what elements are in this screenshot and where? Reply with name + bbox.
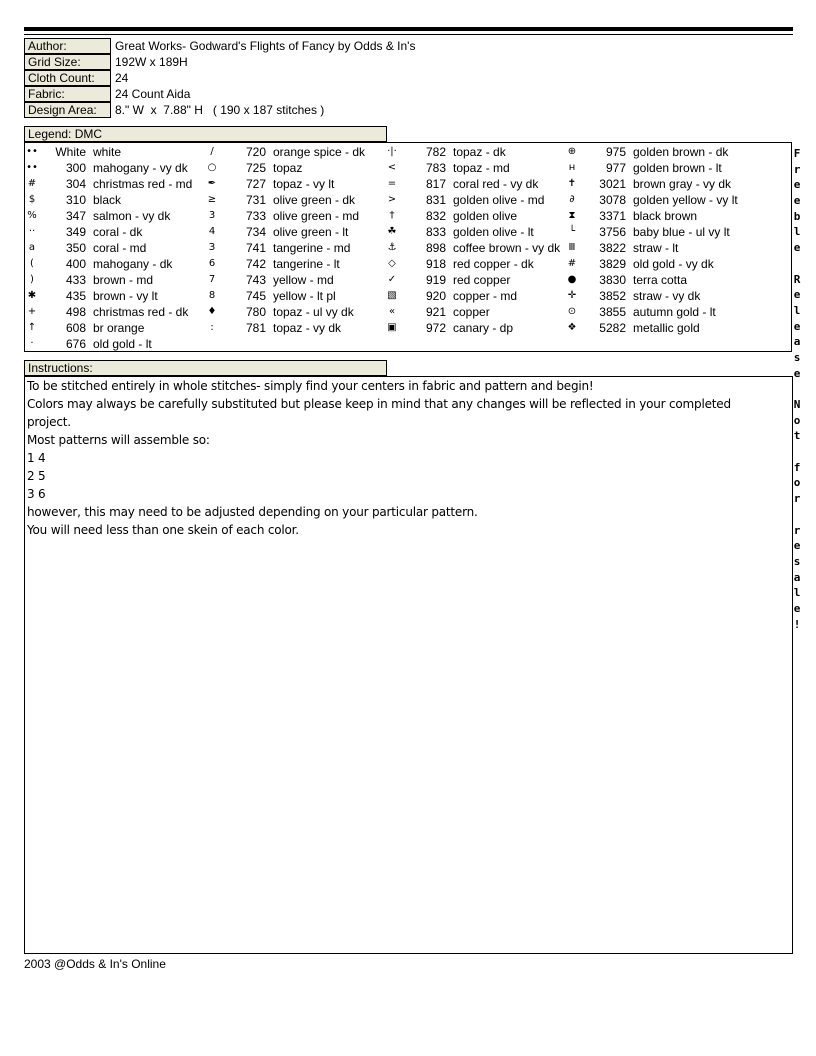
stitch-symbol-icon: #	[567, 258, 577, 269]
stitch-symbol-icon: ⊙	[567, 306, 577, 317]
dmc-code: 745	[245, 289, 266, 303]
dmc-code: 608	[65, 321, 86, 335]
color-name: golden olive - md	[453, 193, 545, 207]
stitch-symbol-icon: :	[210, 322, 214, 333]
color-name: coral - md	[93, 241, 147, 255]
stitch-symbol-icon: ••	[26, 162, 38, 173]
color-name: coffee brown - vy dk	[453, 241, 561, 255]
dmc-code: 300	[65, 161, 86, 175]
watermark-char	[792, 256, 802, 272]
dmc-code: 433	[65, 273, 86, 287]
dmc-code: 733	[245, 209, 266, 223]
stitch-symbol-icon: ✝	[567, 178, 577, 189]
stitch-symbol-icon: )	[30, 274, 34, 285]
info-value: 24 Count Aida	[115, 87, 191, 101]
legend-title: Legend: DMC	[24, 126, 387, 142]
watermark-char: f	[793, 460, 801, 474]
dmc-code: 725	[245, 161, 266, 175]
dmc-code: 919	[425, 273, 446, 287]
color-name: topaz - vy lt	[273, 177, 335, 191]
info-label: Cloth Count:	[24, 70, 111, 86]
stitch-symbol-icon: ✱	[27, 290, 37, 301]
dmc-code: 972	[425, 321, 446, 335]
color-name: golden brown - dk	[633, 145, 729, 159]
dmc-code: 783	[425, 161, 446, 175]
watermark-char: R	[793, 272, 801, 286]
stitch-symbol-icon: ⊕	[567, 146, 577, 157]
color-name: topaz - md	[453, 161, 510, 175]
watermark-char: a	[793, 570, 801, 584]
watermark-char: e	[793, 539, 801, 553]
color-name: olive green - lt	[273, 225, 349, 239]
dmc-code: 898	[425, 241, 446, 255]
color-name: straw - vy dk	[633, 289, 701, 303]
info-label: Design Area:	[24, 102, 111, 118]
color-name: tangerine - lt	[273, 257, 340, 271]
watermark-char	[792, 444, 802, 460]
dmc-code: 400	[65, 257, 86, 271]
color-name: red copper	[453, 273, 511, 287]
color-name: red copper - dk	[453, 257, 534, 271]
color-name: golden yellow - vy lt	[633, 193, 738, 207]
watermark-char	[792, 381, 802, 397]
stitch-symbol-icon: ●	[567, 274, 577, 285]
stitch-symbol-icon: †	[389, 210, 395, 221]
dmc-code: 5282	[599, 321, 626, 335]
color-name: brown - vy lt	[93, 289, 158, 303]
color-name: tangerine - md	[273, 241, 351, 255]
watermark-char: !	[793, 617, 801, 631]
watermark-char: e	[793, 194, 801, 208]
watermark-char: e	[793, 288, 801, 302]
stitch-symbol-icon: 3	[208, 210, 216, 221]
stitch-symbol-icon: (	[30, 258, 34, 269]
dmc-code: 975	[605, 145, 626, 159]
watermark-char: e	[793, 601, 801, 615]
color-name: straw - lt	[633, 241, 679, 255]
stitch-symbol-icon: a	[28, 242, 36, 253]
watermark-char: a	[793, 335, 801, 349]
stitch-symbol-icon: «	[388, 306, 396, 317]
stitch-symbol-icon: З	[208, 242, 216, 253]
dmc-code: 741	[245, 241, 266, 255]
stitch-symbol-icon: ••	[26, 146, 38, 157]
stitch-symbol-icon: ▧	[387, 290, 397, 301]
dmc-code: 3855	[599, 305, 626, 319]
stitch-symbol-icon: /	[210, 146, 214, 157]
instruction-line: 2 5	[27, 469, 46, 483]
stitch-symbol-icon: ○	[207, 162, 217, 173]
stitch-symbol-icon: ◇	[388, 258, 396, 269]
watermark-char: r	[793, 162, 801, 176]
dmc-code: 3852	[599, 289, 626, 303]
color-name: br orange	[93, 321, 145, 335]
color-name: mahogany - vy dk	[93, 161, 188, 175]
color-name: yellow - lt pl	[273, 289, 336, 303]
stitch-symbol-icon: ❖	[567, 322, 577, 333]
stitch-symbol-icon: ·	[30, 338, 34, 349]
watermark-char: l	[793, 303, 801, 317]
watermark-char: r	[793, 492, 801, 506]
color-name: golden brown - lt	[633, 161, 722, 175]
stitch-symbol-icon: +	[27, 306, 37, 317]
color-name: black brown	[633, 209, 698, 223]
instruction-line: To be stitched entirely in whole stitches- simply find your centers in fabric and pattern and begin!	[27, 379, 594, 393]
dmc-code: 3829	[599, 257, 626, 271]
dmc-code: 734	[245, 225, 266, 239]
color-name: christmas red - md	[93, 177, 193, 191]
watermark-char	[792, 507, 802, 523]
stitch-symbol-icon: 7	[208, 274, 216, 285]
instruction-line: Most patterns will assemble so:	[27, 433, 210, 447]
watermark-char: o	[793, 413, 801, 427]
dmc-code: 780	[245, 305, 266, 319]
dmc-code: 817	[425, 177, 446, 191]
color-name: metallic gold	[633, 321, 700, 335]
info-value: 192W x 189H	[115, 55, 188, 69]
dmc-code: 3756	[599, 225, 626, 239]
top-rule-thin	[24, 34, 793, 35]
stitch-symbol-icon: >	[387, 194, 397, 205]
dmc-code: 731	[245, 193, 266, 207]
stitch-symbol-icon: ☘	[387, 226, 397, 237]
stitch-symbol-icon: ✛	[567, 290, 577, 301]
color-name: terra cotta	[633, 273, 688, 287]
color-name: coral - dk	[93, 225, 143, 239]
info-label: Fabric:	[24, 86, 111, 102]
watermark-char: s	[793, 554, 801, 568]
dmc-code: 3822	[599, 241, 626, 255]
instructions-box	[24, 376, 793, 954]
top-rule-thick	[24, 27, 793, 31]
stitch-symbol-icon: ✓	[387, 274, 397, 285]
dmc-code: 3371	[599, 209, 626, 223]
info-value: Great Works- Godward's Flights of Fancy by Odds & In's	[115, 39, 416, 53]
dmc-code: 676	[65, 337, 86, 351]
dmc-code: 832	[425, 209, 446, 223]
color-name: christmas red - dk	[93, 305, 189, 319]
dmc-code: 347	[65, 209, 86, 223]
dmc-code: 498	[65, 305, 86, 319]
watermark-char: e	[793, 241, 801, 255]
instruction-line: 1 4	[27, 451, 46, 465]
color-name: old gold - lt	[93, 337, 152, 351]
legend-table	[24, 142, 792, 352]
stitch-symbol-icon: ⚓	[387, 242, 397, 253]
info-value: 24	[115, 71, 129, 85]
dmc-code: 833	[425, 225, 446, 239]
dmc-code: 3021	[599, 177, 626, 191]
info-label: Grid Size:	[24, 54, 111, 70]
stitch-symbol-icon: <	[387, 162, 397, 173]
dmc-code: 720	[245, 145, 266, 159]
watermark-char: F	[793, 147, 801, 160]
color-name: coral red - vy dk	[453, 177, 539, 191]
watermark-char: N	[793, 398, 801, 411]
color-name: mahogany - dk	[93, 257, 173, 271]
stitch-symbol-icon: ⧗	[568, 210, 576, 221]
stitch-symbol-icon: ʜ	[568, 162, 576, 173]
info-label: Author:	[24, 38, 111, 54]
dmc-code: 977	[605, 161, 626, 175]
dmc-code: 920	[425, 289, 446, 303]
dmc-code: 831	[425, 193, 446, 207]
dmc-code: 310	[65, 193, 86, 207]
footer-copyright: 2003 @Odds & In's Online	[24, 957, 166, 971]
color-name: copper - md	[453, 289, 518, 303]
color-name: canary - dp	[453, 321, 514, 335]
watermark-char: e	[793, 366, 801, 380]
dmc-code: 782	[425, 145, 446, 159]
watermark-char: t	[793, 429, 801, 443]
stitch-symbol-icon: 4	[208, 226, 216, 237]
watermark-char: e	[793, 178, 801, 192]
stitch-symbol-icon: =	[387, 178, 397, 189]
color-name: topaz	[273, 161, 303, 175]
instruction-line: however, this may need to be adjusted depending on your particular pattern.	[27, 505, 478, 519]
dmc-code: 350	[65, 241, 86, 255]
stitch-symbol-icon: ✒	[207, 178, 217, 189]
instruction-line: You will need less than one skein of each color.	[27, 523, 299, 537]
color-name: brown - md	[93, 273, 154, 287]
watermark-char: r	[793, 523, 801, 537]
stitch-symbol-icon: ♦	[207, 306, 217, 317]
color-name: yellow - md	[273, 273, 334, 287]
dmc-code: 304	[65, 177, 86, 191]
dmc-code: 3830	[599, 273, 626, 287]
color-name: topaz - ul vy dk	[273, 305, 354, 319]
watermark-char: o	[793, 476, 801, 490]
watermark-char: l	[793, 225, 801, 239]
color-name: baby blue - ul vy lt	[633, 225, 730, 239]
color-name: golden olive - lt	[453, 225, 534, 239]
color-name: copper	[453, 305, 490, 319]
dmc-code: 435	[65, 289, 86, 303]
stitch-symbol-icon: #	[27, 178, 37, 189]
color-name: topaz - dk	[453, 145, 506, 159]
color-name: topaz - vy dk	[273, 321, 342, 335]
vertical-watermark	[792, 146, 802, 632]
instruction-line: project.	[27, 415, 71, 429]
stitch-symbol-icon: Ⅲ	[568, 242, 576, 253]
dmc-code: 727	[245, 177, 266, 191]
instruction-line: 3 6	[27, 487, 46, 501]
stitch-symbol-icon: $	[28, 194, 36, 205]
info-value: 8." W x 7.88" H ( 190 x 187 stitches )	[115, 103, 325, 117]
dmc-code: 781	[245, 321, 266, 335]
color-name: salmon - vy dk	[93, 209, 171, 223]
dmc-code: White	[55, 145, 86, 159]
color-name: black	[93, 193, 122, 207]
stitch-symbol-icon: ▣	[387, 322, 397, 333]
watermark-char: e	[793, 319, 801, 333]
watermark-char: s	[793, 350, 801, 364]
color-name: golden olive	[453, 209, 518, 223]
stitch-symbol-icon: ∂	[569, 194, 575, 205]
instructions-title: Instructions:	[24, 360, 387, 376]
color-name: olive green - dk	[273, 193, 356, 207]
stitch-symbol-icon: 8	[208, 290, 216, 301]
color-name: olive green - md	[273, 209, 360, 223]
dmc-code: 921	[425, 305, 446, 319]
stitch-symbol-icon: 6	[208, 258, 216, 269]
dmc-code: 3078	[599, 193, 626, 207]
instruction-line: Colors may always be carefully substituted but please keep in mind that any changes will be reflected in your completed	[27, 397, 731, 411]
stitch-symbol-icon: ≥	[207, 194, 217, 205]
stitch-symbol-icon: ·|·	[387, 146, 397, 157]
watermark-char: l	[793, 586, 801, 600]
stitch-symbol-icon: ··	[28, 226, 36, 237]
dmc-code: 742	[245, 257, 266, 271]
color-name: autumn gold - lt	[633, 305, 716, 319]
stitch-symbol-icon: ↑	[27, 322, 37, 333]
dmc-code: 743	[245, 273, 266, 287]
color-name: brown gray - vy dk	[633, 177, 732, 191]
watermark-char: b	[793, 209, 801, 223]
stitch-symbol-icon: └	[568, 226, 576, 237]
color-name: old gold - vy dk	[633, 257, 714, 271]
dmc-code: 349	[65, 225, 86, 239]
dmc-code: 918	[425, 257, 446, 271]
color-name: orange spice - dk	[273, 145, 366, 159]
color-name: white	[93, 145, 122, 159]
stitch-symbol-icon: %	[27, 210, 37, 221]
